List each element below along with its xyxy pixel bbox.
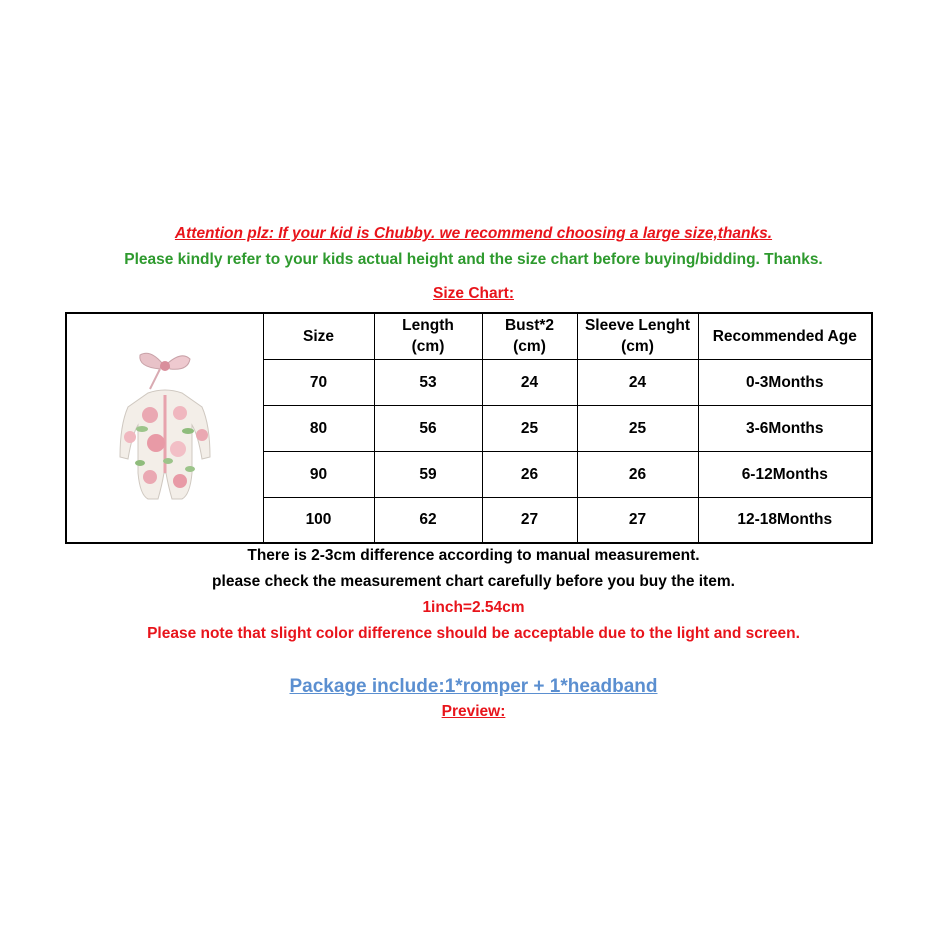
preview-heading: Preview: [441,703,506,720]
cell-length: 59 [374,451,482,497]
header-bust: Bust*2 (cm) [482,313,577,359]
cell-age: 0-3Months [698,359,872,405]
cell-age: 6-12Months [698,451,872,497]
size-chart-title: Size Chart: [433,285,514,302]
cell-sleeve: 24 [577,359,698,405]
cell-age: 3-6Months [698,405,872,451]
romper-body [120,390,210,499]
measurement-difference-note: There is 2-3cm difference according to manual measurement. [247,547,700,564]
cell-size: 90 [263,451,374,497]
inch-conversion-note: 1inch=2.54cm [422,599,525,616]
cell-size: 70 [263,359,374,405]
cell-bust: 27 [482,497,577,543]
cell-size: 100 [263,497,374,543]
header-size: Size [263,313,374,359]
cell-size: 80 [263,405,374,451]
color-difference-note: Please note that slight color difference should be acceptable due to the light and screen. [147,625,800,642]
cell-age: 12-18Months [698,497,872,543]
size-advice-note: Please kindly refer to your kids actual height and the size chart before buying/bidding. Thanks. [124,251,823,268]
cell-sleeve: 27 [577,497,698,543]
cell-bust: 26 [482,451,577,497]
check-chart-note: please check the measurement chart carefully before you buy the item. [212,573,735,590]
cell-length: 56 [374,405,482,451]
header-sleeve: Sleeve Lenght (cm) [577,313,698,359]
cell-length: 53 [374,359,482,405]
cell-bust: 24 [482,359,577,405]
cell-sleeve: 25 [577,405,698,451]
size-chart-table [65,312,873,544]
cell-sleeve: 26 [577,451,698,497]
header-age: Recommended Age [698,313,872,359]
table-header-row [66,313,872,359]
headband-bow [140,353,190,389]
cell-bust: 25 [482,405,577,451]
package-contents-link[interactable]: Package include:1*romper + 1*headband [289,676,658,697]
cell-length: 62 [374,497,482,543]
attention-note: Attention plz: If your kid is Chubby. we recommend choosing a large size,thanks. [174,225,773,242]
product-photo [66,313,263,543]
romper-image [110,345,220,505]
header-length: Length (cm) [374,313,482,359]
